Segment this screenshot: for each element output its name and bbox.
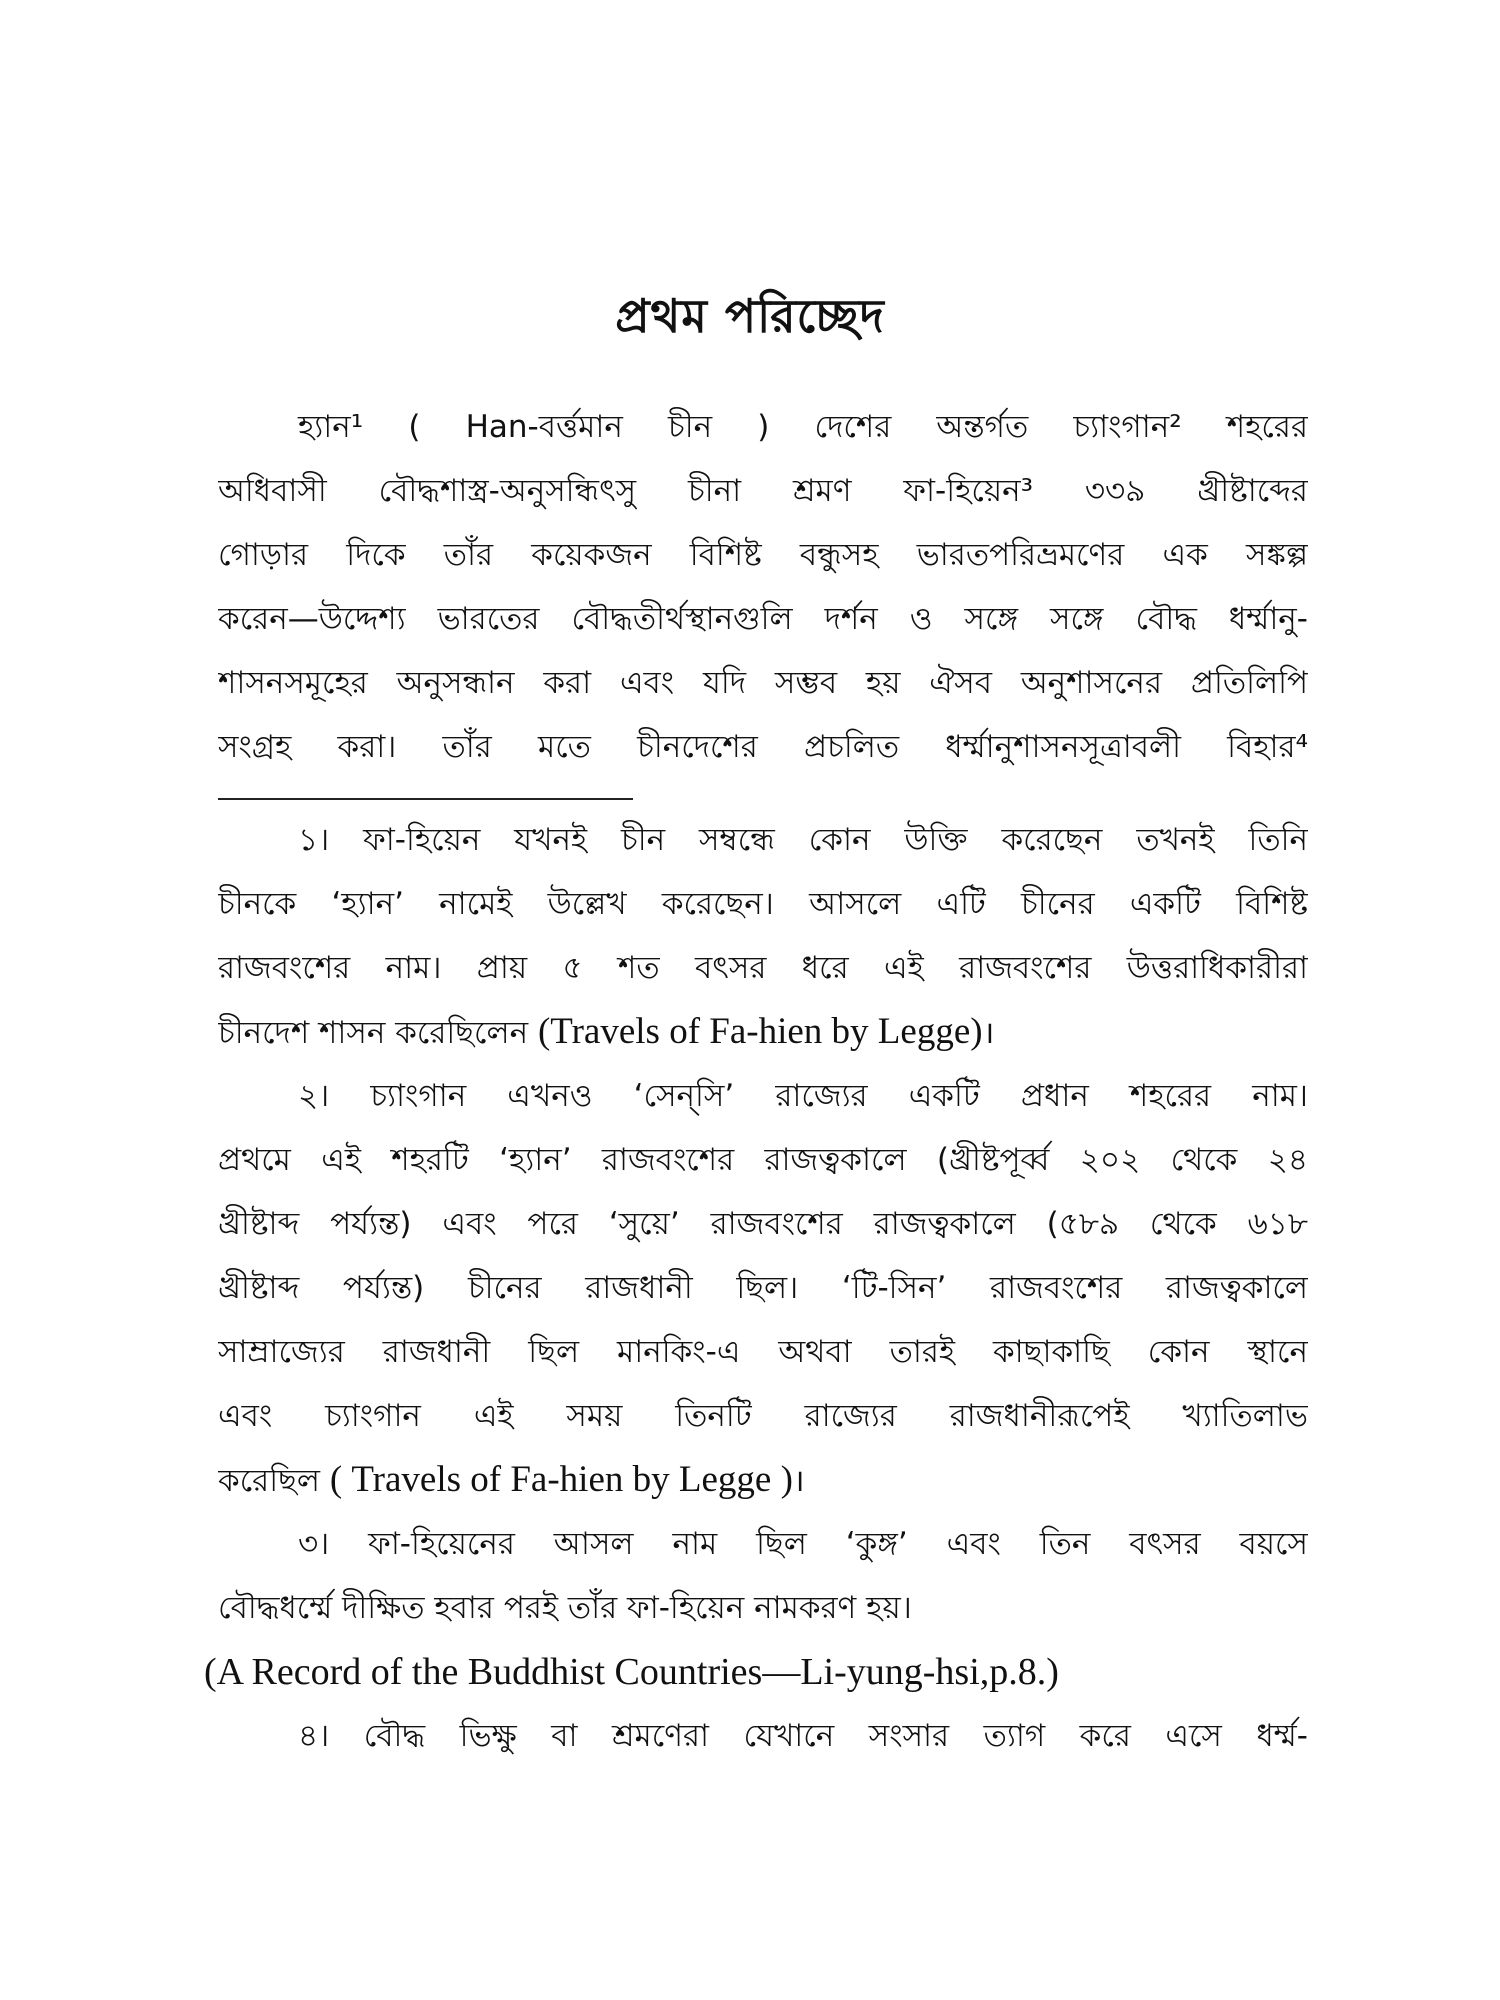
footnote-line: ১। ফা-হিয়েন যখনই চীন সম্বন্ধে কোন উক্তি করেছেন তখনই তিনি	[298, 822, 1308, 858]
body-line: সংগ্রহ করা। তাঁর মতে চীনদেশের প্রচলিত ধর্ম্মানুশাসনসূত্রাবলী বিহার⁴	[218, 729, 1308, 765]
footnotes-section	[204, 808, 1308, 1768]
footnote-line: প্রথমে এই শহরটি ‘হ্যান’ রাজবংশের রাজত্বকালে (খ্রীষ্টপূর্ব্ব ২০২ থেকে ২৪	[218, 1142, 1308, 1178]
footnote-punctuation: ।	[792, 1463, 805, 1499]
footnote-line: রাজবংশের নাম। প্রায় ৫ শত বৎসর ধরে এই রাজবংশের উত্তরাধিকারীরা	[218, 950, 1308, 986]
footnote-text: চীনদেশ শাসন করেছিলেন	[218, 1015, 529, 1051]
footnote-line: ২। চ্যাংগান এখনও ‘সেন্‌সি’ রাজ্যের একটি প্রধান শহরের নাম।	[298, 1078, 1308, 1114]
body-line: শাসনসমূহের অনুসন্ধান করা এবং যদি সম্ভব হয় ঐসব অনুশাসনের প্রতিলিপি	[218, 665, 1308, 701]
footnote-line: খ্রীষ্টাব্দ পর্য্যন্ত) চীনের রাজধানী ছিল। ‘টি-সিন’ রাজবংশের রাজত্বকালে	[218, 1270, 1308, 1306]
body-line: করেন—উদ্দেশ্য ভারতের বৌদ্ধতীর্থস্থানগুলি দর্শন ও সঙ্গে সঙ্গে বৌদ্ধ ধর্ম্মানু-	[218, 601, 1308, 637]
footnote-citation: (A Record of the Buddhist Countries—Li-yung-hsi,p.8.)	[204, 1651, 1059, 1693]
footnote-line: এবং চ্যাংগান এই সময় তিনটি রাজ্যের রাজধানীরূপেই খ্যাতিলাভ	[218, 1398, 1308, 1434]
footnote-text: করেছিল	[218, 1463, 320, 1499]
footnote-line: চীনকে ‘হ্যান’ নামেই উল্লেখ করেছেন। আসলে এটি চীনের একটি বিশিষ্ট	[218, 886, 1308, 922]
footnote-reference: ( Travels of Fa-hien by Legge )	[329, 1459, 793, 1500]
footnote-divider	[218, 798, 633, 800]
footnote-line: ৩। ফা-হিয়েনের আসল নাম ছিল ‘কুঙ্গ’ এবং তিন বৎসর বয়সে	[298, 1526, 1308, 1562]
footnote-punctuation: ।	[982, 1015, 995, 1051]
footnote-line	[218, 1000, 1308, 1064]
footnote-reference: (Travels of Fa-hien by Legge)	[537, 1011, 983, 1052]
body-line: গোড়ার দিকে তাঁর কয়েকজন বিশিষ্ট বন্ধুসহ ভারতপরিভ্রমণের এক সঙ্কল্প	[218, 537, 1308, 573]
footnote-line	[218, 1448, 1308, 1512]
footnote-line: বৌদ্ধধর্ম্মে দীক্ষিত হবার পরই তাঁর ফা-হিয়েন নামকরণ হয়।	[218, 1590, 912, 1626]
main-paragraph	[218, 395, 1308, 779]
footnote-line: খ্রীষ্টাব্দ পর্য্যন্ত) এবং পরে ‘সুয়ে’ রাজবংশের রাজত্বকালে (৫৮৯ থেকে ৬১৮	[218, 1206, 1308, 1242]
body-line: অধিবাসী বৌদ্ধশাস্ত্র-অনুসন্ধিৎসু চীনা শ্রমণ ফা-হিয়েন³ ৩৩৯ খ্রীষ্টাব্দের	[218, 473, 1308, 509]
body-line: হ্যান¹ ( Han-বর্ত্তমান চীন ) দেশের অন্তর্গত চ্যাংগান² শহরের	[298, 409, 1308, 445]
footnote-line: সাম্রাজ্যের রাজধানী ছিল মানকিং-এ অথবা তারই কাছাকাছি কোন স্থানে	[218, 1334, 1308, 1370]
chapter-title: প্রথম পরিচ্ছেদ	[615, 289, 885, 343]
footnote-line: ৪। বৌদ্ধ ভিক্ষু বা শ্রমণেরা যেখানে সংসার ত্যাগ করে এসে ধর্ম্ম-	[298, 1718, 1308, 1754]
